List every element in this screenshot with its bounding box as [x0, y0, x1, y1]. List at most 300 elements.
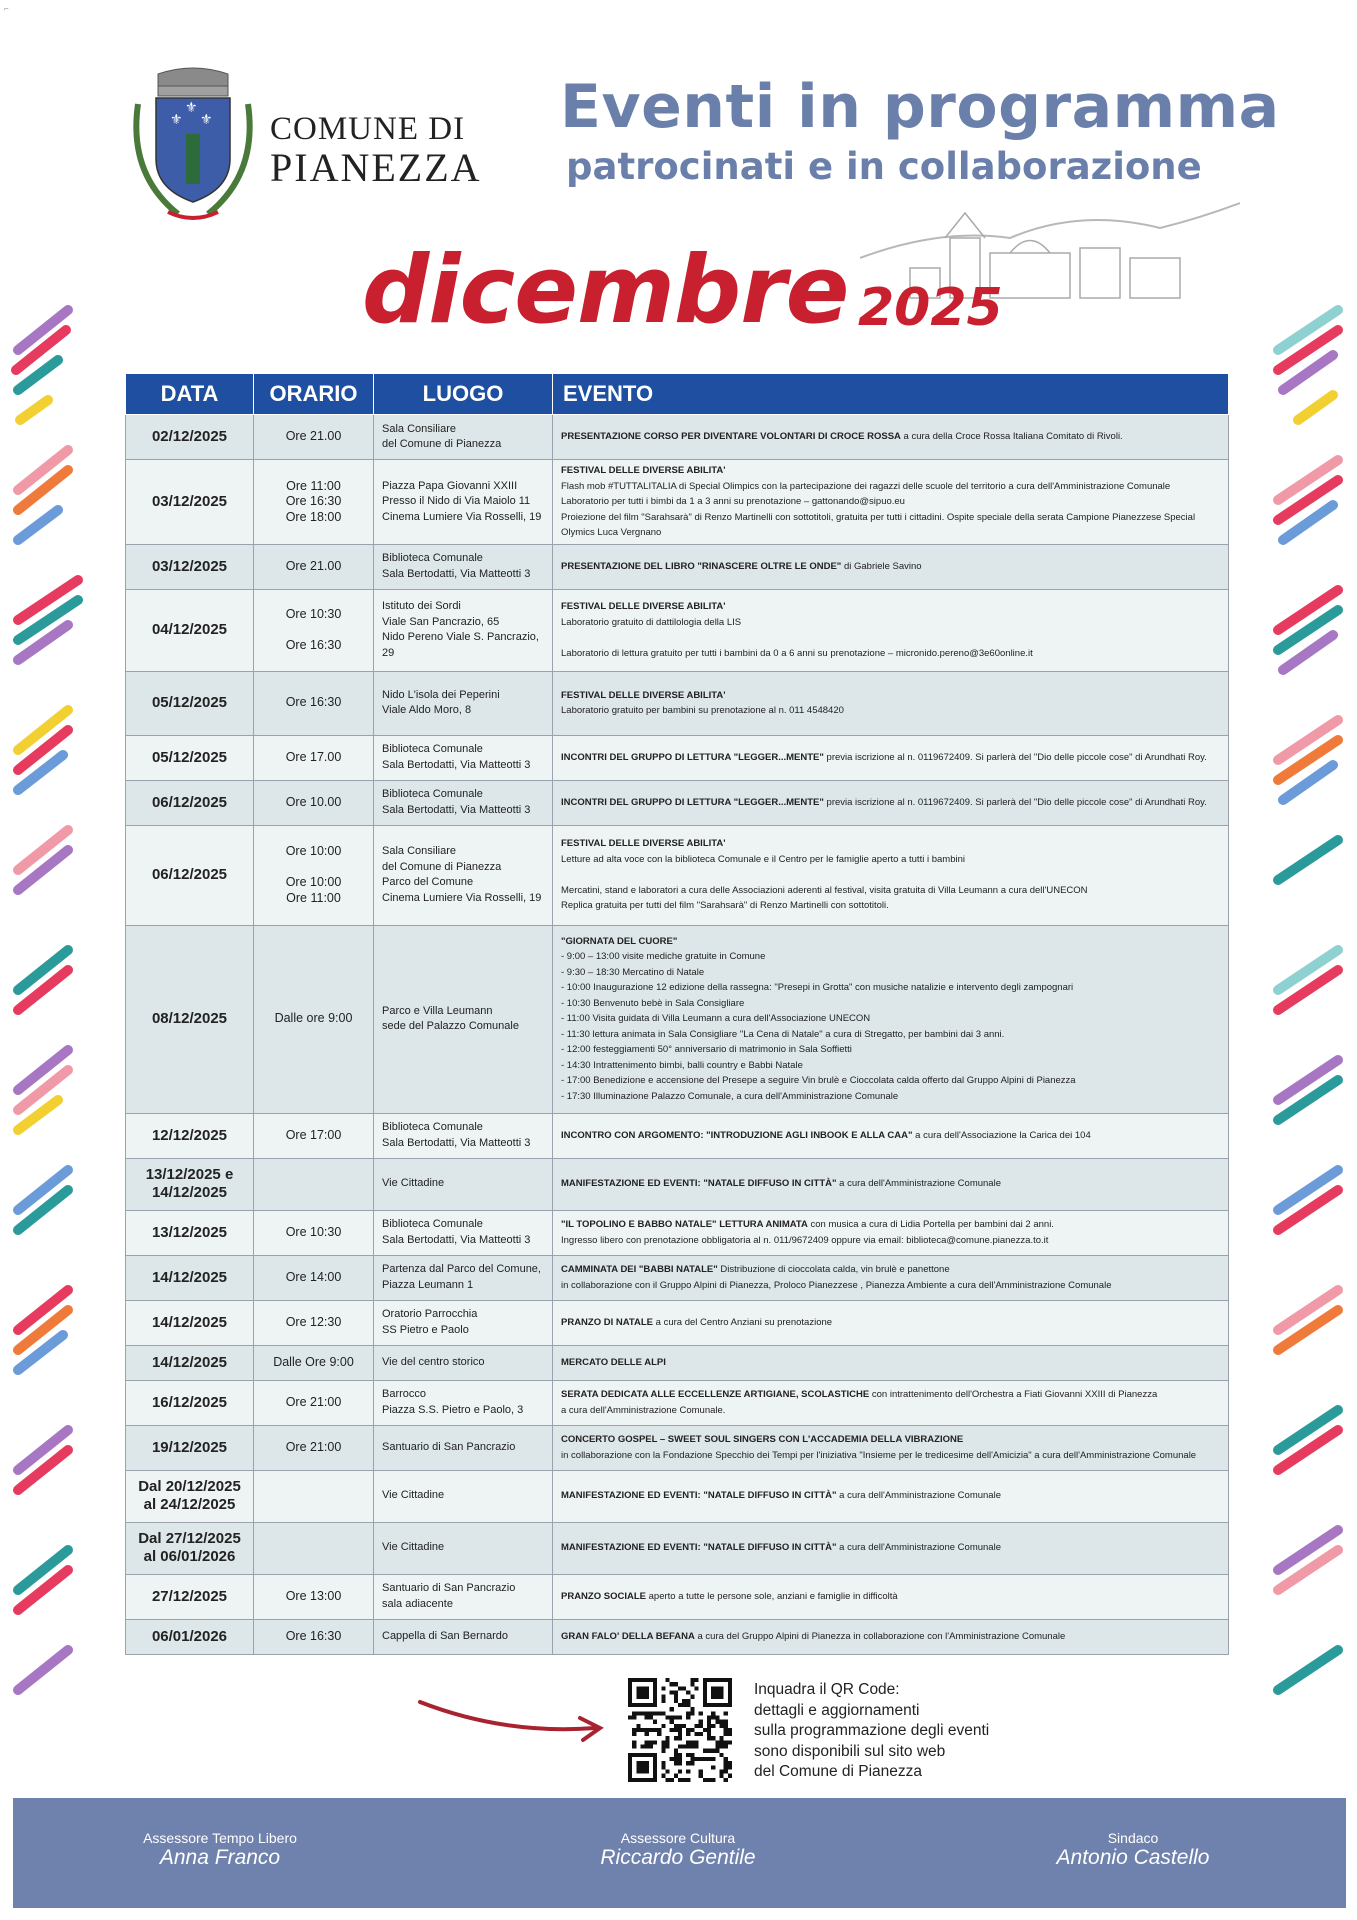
event-title: FESTIVAL DELLE DIVERSE ABILITA' — [561, 838, 726, 850]
date-line: 05/12/2025 — [151, 748, 228, 766]
event-text: a cura del Centro Anziani su prenotazione — [653, 1316, 833, 1328]
cell-data — [126, 1345, 254, 1380]
event-line — [561, 836, 1220, 852]
time-line: Ore 11:00 — [286, 478, 341, 493]
time-line: Ore 10:00 — [285, 844, 342, 858]
qr-line: Inquadra il QR Code: — [754, 1681, 900, 1698]
place-line: SS Pietro e Paolo — [382, 1323, 469, 1336]
event-line — [561, 559, 1220, 575]
event-text: Mercatini, stand e laboratori a cura delle Associazioni aderenti al festival, visita gratuita di Villa Leumann a cura dell'UNECON — [561, 884, 1088, 896]
event-title: CONCERTO GOSPEL – SWEET SOUL SINGERS CON L'ACCADEMIA DELLA VIBRAZIONE — [561, 1434, 964, 1445]
cell-luogo — [374, 735, 553, 780]
cell-luogo — [374, 460, 553, 545]
cell-orario — [254, 1210, 374, 1255]
month-title: dicembre — [362, 236, 849, 345]
event-text: previa iscrizione al n. 0119672409. Si parlerà del "Dio delle piccole cose" di Arundhati Roy. — [823, 751, 1207, 763]
place-line: Biblioteca Comunale — [382, 1121, 483, 1133]
date-line: 06/12/2025 — [151, 866, 228, 883]
date-line: Dal 27/12/2025 — [138, 1530, 241, 1547]
event-line — [561, 1403, 1220, 1419]
date-line: 05/12/2025 — [151, 694, 228, 711]
cell-orario — [254, 671, 374, 735]
event-line — [561, 1355, 1220, 1371]
qr-line: sulla programmazione degli eventi — [754, 1722, 990, 1739]
cell-evento — [553, 415, 1229, 460]
event-title: PRESENTAZIONE CORSO PER DIVENTARE VOLONTARI DI CROCE ROSSA — [561, 431, 901, 443]
signature-name: Antonio Castello — [1056, 1846, 1210, 1869]
place-line: Parco e Villa Leumann — [382, 1004, 493, 1017]
event-text: - 9:30 – 18:30 Mercatino di Natale — [561, 966, 705, 978]
cell-orario — [254, 1619, 374, 1654]
date-line: 27/12/2025 — [151, 1587, 228, 1605]
time-line: Ore 21:00 — [285, 1394, 342, 1409]
cell-data — [126, 1380, 254, 1425]
cell-luogo — [374, 1522, 553, 1574]
comune-name — [270, 112, 482, 189]
time-line: Dalle ore 9:00 — [274, 1011, 353, 1026]
place-line: sala adiacente — [382, 1597, 453, 1610]
time-line: Ore 18:00 — [285, 509, 342, 524]
event-text: - 10:00 Inaugurazione 12 edizione della rassegna: "Presepi in Grotta" con musiche natalizie e intervento degli zampognari — [561, 982, 1074, 994]
cell-orario — [254, 925, 374, 1113]
place-line: Sala Bertodatti, Via Matteotti 3 — [382, 1136, 531, 1149]
table-row — [126, 1210, 1229, 1255]
place-line: Sala Consiliare — [382, 422, 456, 435]
svg-text:⚜: ⚜ — [185, 99, 198, 115]
event-text: Proiezione del film "Sarahsarà" di Renzo Martinelli con sottotitoli, gratuita per tutti i cittadini. Ospite speciale della serata Campione Pianezzese Special Olymics Luca Vergnano — [561, 511, 1196, 538]
page-title: Eventi in programma — [560, 72, 1280, 142]
date-line: 14/12/2025 — [151, 1268, 228, 1286]
table-row — [126, 671, 1229, 735]
event-text: a cura dell'Amministrazione Comunale — [836, 1542, 1001, 1554]
cell-evento — [553, 1255, 1229, 1300]
cell-data — [126, 1210, 254, 1255]
event-text: in collaborazione con la Fondazione Specchio dei Tempi per l'iniziativa "Insieme per le tredicesime dell'Amicizia" a cura dell'Amministrazione Comunale — [561, 1449, 1197, 1461]
place-line: Cinema Lumiere Via Rosselli, 19 — [382, 510, 542, 523]
event-text: Flash mob #TUTTALITALIA di Special Olimpics con la partecipazione dei ragazzi delle scuole del territorio a cura dell'Amministrazione Comunale — [561, 480, 1171, 492]
event-title: MANIFESTAZIONE ED EVENTI: "NATALE DIFFUSO IN CITTÀ" — [561, 1542, 837, 1554]
event-line — [561, 703, 1220, 719]
time-line: Ore 17.00 — [285, 749, 342, 764]
cell-data — [126, 735, 254, 780]
place-line: Biblioteca Comunale — [382, 788, 483, 800]
table-row — [126, 825, 1229, 925]
cell-orario — [254, 460, 374, 545]
svg-text:⚜: ⚜ — [200, 111, 213, 127]
signature-role: Sindaco — [1107, 1830, 1159, 1846]
cell-evento — [553, 671, 1229, 735]
time-line: Ore 17:00 — [285, 1127, 342, 1142]
place-line: Barrocco — [382, 1388, 427, 1400]
crop-mark: ⌐ — [4, 4, 9, 13]
place-line: Vie del centro storico — [382, 1355, 485, 1368]
event-line — [561, 479, 1220, 495]
event-title: SERATA DEDICATA ALLE ECCELLENZE ARTIGIANE, SCOLASTICHE — [561, 1389, 870, 1400]
cell-data — [126, 1300, 254, 1345]
date-line: 16/12/2025 — [151, 1393, 228, 1411]
table-row — [126, 1425, 1229, 1470]
event-title: "IL TOPOLINO E BABBO NATALE" LETTURA ANIMATA — [561, 1219, 808, 1230]
cell-orario — [254, 589, 374, 671]
cell-data — [126, 460, 254, 545]
time-line: Dalle Ore 9:00 — [273, 1354, 354, 1369]
time-line: Ore 16:30 — [285, 695, 342, 710]
cell-evento — [553, 1380, 1229, 1425]
time-line — [262, 1540, 365, 1556]
event-text: a cura dell'Amministrazione Comunale — [836, 1490, 1001, 1502]
cell-evento — [553, 1210, 1229, 1255]
date-line: 13/12/2025 — [151, 1223, 228, 1241]
table-row — [126, 544, 1229, 589]
event-title: FESTIVAL DELLE DIVERSE ABILITA' — [561, 689, 726, 701]
cell-luogo — [374, 1210, 553, 1255]
event-line — [561, 599, 1220, 615]
event-title: CAMMINATA DEI "BABBI NATALE" — [561, 1264, 718, 1275]
date-line: 06/01/2026 — [151, 1627, 228, 1645]
qr-code[interactable] — [628, 1678, 732, 1782]
event-text: a cura dell'Amministrazione Comunale. — [561, 1404, 726, 1416]
event-title: FESTIVAL DELLE DIVERSE ABILITA' — [561, 465, 726, 476]
table-row — [126, 589, 1229, 671]
cell-orario — [254, 1158, 374, 1210]
event-title: "GIORNATA DEL CUORE" — [561, 935, 678, 947]
time-line: Ore 21:00 — [285, 1439, 342, 1454]
event-line — [561, 1387, 1220, 1403]
place-line: del Comune di Pianezza — [382, 438, 502, 450]
decorative-stripes-right — [1258, 290, 1348, 1720]
event-title: INCONTRO CON ARGOMENTO: "INTRODUZIONE AGLI INBOOK E ALLA CAA" — [561, 1129, 913, 1141]
cell-orario — [254, 1522, 374, 1574]
signature-sindaco — [983, 1830, 1283, 1870]
place-line: Vie Cittadine — [382, 1541, 445, 1554]
page-subtitle: patrocinati e in collaborazione — [566, 145, 1202, 188]
signature-role: Assessore Tempo Libero — [143, 1830, 297, 1846]
event-line — [561, 1176, 1220, 1192]
cell-data — [126, 1619, 254, 1654]
place-line: Biblioteca Comunale — [382, 552, 483, 564]
place-line: Viale San Pancrazio, 65 — [382, 615, 500, 628]
time-line: Ore 10:30 — [285, 606, 342, 621]
event-line — [561, 1011, 1220, 1027]
event-text: Ingresso libero con prenotazione obbligatoria al n. 011/9672409 oppure via email: biblioteca@comune.pianezza.to.it — [561, 1234, 1049, 1246]
event-text: aperto a tutte le persone sole, anziani e famiglie in difficoltà — [645, 1590, 898, 1602]
event-line — [561, 1278, 1220, 1294]
event-title: FESTIVAL DELLE DIVERSE ABILITA' — [561, 601, 726, 612]
event-title: INCONTRI DEL GRUPPO DI LETTURA "LEGGER...MENTE" — [561, 796, 824, 808]
place-line: Sala Bertodatti, Via Matteotti 3 — [382, 1233, 531, 1246]
event-text: Distribuzione di cioccolata calda, vin brulè e panettone — [717, 1264, 950, 1275]
place-line: Biblioteca Comunale — [382, 743, 483, 755]
cell-luogo — [374, 671, 553, 735]
place-line: Sala Bertodatti, Via Matteotti 3 — [382, 758, 531, 771]
event-line — [561, 1089, 1220, 1105]
event-text: Laboratorio di lettura gratuito per tutti i bambini da 0 a 6 anni su prenotazione – micronido.pereno@3e60online.it — [561, 647, 1033, 659]
event-text: con musica a cura di Lidia Portella per bambini dai 2 anni. — [807, 1219, 1054, 1230]
event-line — [561, 1589, 1220, 1605]
event-title: MANIFESTAZIONE ED EVENTI: "NATALE DIFFUSO IN CITTÀ" — [561, 1490, 837, 1502]
event-line — [561, 852, 1220, 868]
cell-evento — [553, 1619, 1229, 1654]
cell-luogo — [374, 1255, 553, 1300]
table-row — [126, 925, 1229, 1113]
event-text: - 17:00 Benedizione e accensione del Presepe a seguire Vin brulè e Cioccolata calda offerto dal Gruppo Alpini di Pianezza — [561, 1075, 1076, 1087]
cell-evento — [553, 589, 1229, 671]
date-line: 12/12/2025 — [151, 1126, 228, 1144]
signature-name: Anna Franco — [159, 1846, 281, 1869]
table-row — [126, 1574, 1229, 1619]
cell-data — [126, 1425, 254, 1470]
place-line: Santuario di San Pancrazio — [382, 1440, 516, 1453]
event-text: Laboratorio gratuito di dattilologia della LIS — [561, 616, 742, 628]
signature-tempo-libero — [70, 1830, 370, 1870]
place-line: Santuario di San Pancrazio — [382, 1582, 516, 1594]
qr-instructions — [754, 1680, 989, 1783]
table-header-row — [126, 374, 1229, 415]
event-line — [561, 510, 1220, 541]
table-row — [126, 735, 1229, 780]
column-header-orario: ORARIO — [254, 374, 374, 415]
cell-data — [126, 1522, 254, 1574]
event-title: INCONTRI DEL GRUPPO DI LETTURA "LEGGER...MENTE" — [561, 751, 824, 763]
date-line: 13/12/2025 e — [145, 1166, 234, 1183]
event-title: PRANZO DI NATALE — [561, 1316, 654, 1328]
time-line: Ore 21.00 — [285, 558, 342, 573]
date-line: 06/12/2025 — [151, 793, 228, 811]
place-line: Cappella di San Bernardo — [382, 1629, 508, 1642]
cell-luogo — [374, 1113, 553, 1158]
date-line: al 06/01/2026 — [143, 1548, 236, 1565]
event-line — [561, 1448, 1220, 1464]
date-line: 14/12/2025 — [151, 1313, 228, 1331]
place-line: Sala Consiliare — [382, 845, 456, 857]
table-row — [126, 1158, 1229, 1210]
decorative-stripes-left — [8, 290, 98, 1720]
svg-text:⚜: ⚜ — [170, 111, 183, 127]
time-line: Ore 10.00 — [285, 794, 342, 809]
place-line: Nido L'isola dei Peperini — [382, 688, 500, 701]
column-header-evento: EVENTO — [553, 374, 1229, 415]
event-line — [561, 1262, 1220, 1278]
place-line: Oratorio Parrocchia — [382, 1308, 478, 1320]
event-text: - 12:00 festeggiamenti 50° anniversario di matrimonio in Sala Soffietti — [561, 1044, 852, 1056]
date-line: 08/12/2025 — [151, 1010, 228, 1027]
date-line: 14/12/2025 — [151, 1353, 228, 1371]
signature-name: Riccardo Gentile — [600, 1846, 756, 1869]
cell-luogo — [374, 415, 553, 460]
event-text: - 14:30 Intrattenimento bimbi, balli country e Babbi Natale — [561, 1059, 803, 1071]
date-line: 19/12/2025 — [151, 1438, 228, 1456]
time-line: Ore 10:30 — [285, 1224, 342, 1239]
event-text: a cura del Gruppo Alpini di Pianezza in collaborazione con l'Amministrazione Comunale — [694, 1630, 1066, 1642]
cell-luogo — [374, 589, 553, 671]
table-row — [126, 460, 1229, 545]
year-title: 2025 — [858, 278, 1003, 338]
place-line: Piazza S.S. Pietro e Paolo, 3 — [382, 1403, 524, 1416]
cell-orario — [254, 1425, 374, 1470]
cell-data — [126, 1255, 254, 1300]
event-line — [561, 883, 1220, 899]
time-line — [262, 1176, 365, 1192]
event-line — [561, 1128, 1220, 1144]
comune-line1: COMUNE DI — [270, 111, 466, 147]
event-title: GRAN FALO' DELLA BEFANA — [561, 1630, 695, 1642]
time-line: Ore 11:00 — [286, 890, 341, 905]
table-row — [126, 1522, 1229, 1574]
cell-orario — [254, 1300, 374, 1345]
comune-line2: PIANEZZA — [270, 144, 482, 190]
cell-data — [126, 780, 254, 825]
cell-evento — [553, 780, 1229, 825]
event-line — [561, 1042, 1220, 1058]
cell-orario — [254, 415, 374, 460]
cell-evento — [553, 1158, 1229, 1210]
cell-luogo — [374, 780, 553, 825]
cell-orario — [254, 735, 374, 780]
event-title: MANIFESTAZIONE ED EVENTI: "NATALE DIFFUSO IN CITTÀ" — [561, 1178, 837, 1190]
place-line: Partenza dal Parco del Comune, — [382, 1263, 541, 1275]
page-header — [0, 0, 1357, 370]
cell-luogo — [374, 1470, 553, 1522]
cell-orario — [254, 544, 374, 589]
place-line: del Comune di Pianezza — [382, 860, 502, 873]
cell-orario — [254, 825, 374, 925]
time-line: Ore 14:00 — [285, 1269, 342, 1284]
cell-evento — [553, 460, 1229, 545]
cell-evento — [553, 544, 1229, 589]
place-line: Cinema Lumiere Via Rosselli, 19 — [382, 891, 542, 904]
event-line — [561, 646, 1220, 662]
qr-line: dettagli e aggiornamenti — [754, 1701, 920, 1719]
cell-evento — [553, 1345, 1229, 1380]
event-text: in collaborazione con il Gruppo Alpini di Pianezza, Proloco Pianezzese , Pianezza Ambiente a cura dell'Amministrazione Comunale — [561, 1279, 1112, 1291]
time-line — [262, 622, 365, 638]
event-title: MERCATO DELLE ALPI — [561, 1356, 666, 1368]
cell-luogo — [374, 1345, 553, 1380]
place-line: Parco del Comune — [382, 876, 474, 888]
event-line — [561, 980, 1220, 996]
table-row — [126, 1380, 1229, 1425]
cell-data — [126, 925, 254, 1113]
time-line: Ore 16:30 — [285, 637, 342, 652]
cell-data — [126, 1470, 254, 1522]
event-text: a cura della Croce Rossa Italiana Comitato di Rivoli. — [900, 431, 1123, 443]
date-line: al 24/12/2025 — [143, 1496, 236, 1513]
date-line: 04/12/2025 — [151, 621, 228, 638]
event-line — [561, 1073, 1220, 1089]
event-line — [561, 1432, 1220, 1448]
event-line — [561, 795, 1220, 811]
event-line — [561, 494, 1220, 510]
event-line — [561, 630, 1220, 646]
event-text: con intrattenimento dell'Orchestra a Fiati Giovanni XXIII di Pianezza — [869, 1389, 1158, 1400]
event-line — [561, 934, 1220, 950]
date-line: 14/12/2025 — [151, 1184, 228, 1201]
event-line — [561, 1488, 1220, 1504]
cell-luogo — [374, 544, 553, 589]
column-header-luogo: LUOGO — [374, 374, 553, 415]
date-line: 03/12/2025 — [151, 557, 228, 575]
time-line: Ore 16:30 — [285, 1628, 342, 1643]
cell-evento — [553, 1425, 1229, 1470]
place-line: Sala Bertodatti, Via Matteotti 3 — [382, 567, 531, 580]
event-line — [561, 1315, 1220, 1331]
event-line — [561, 615, 1220, 631]
event-line — [561, 996, 1220, 1012]
event-text: - 10:30 Benvenuto bebè in Sala Consigliare — [561, 997, 745, 1009]
cell-evento — [553, 825, 1229, 925]
event-line — [561, 898, 1220, 914]
cell-data — [126, 415, 254, 460]
cell-orario — [254, 1345, 374, 1380]
cell-luogo — [374, 1425, 553, 1470]
cell-orario — [254, 1470, 374, 1522]
time-line: Ore 16:30 — [285, 494, 342, 508]
cell-data — [126, 1158, 254, 1210]
table-row — [126, 1300, 1229, 1345]
event-line — [561, 750, 1220, 766]
table-row — [126, 415, 1229, 460]
qr-line: sono disponibili sul sito web — [754, 1742, 946, 1760]
event-text: - 9:00 – 13:00 visite mediche gratuite in Comune — [561, 951, 766, 963]
crest-logo — [128, 64, 258, 224]
cell-evento — [553, 1300, 1229, 1345]
place-line: sede del Palazzo Comunale — [382, 1020, 519, 1032]
table-body — [126, 415, 1229, 1655]
place-line: Vie Cittadine — [382, 1177, 445, 1190]
event-text: a cura dell'Amministrazione Comunale — [836, 1178, 1001, 1190]
cell-luogo — [374, 1619, 553, 1654]
table-row — [126, 780, 1229, 825]
date-line: 02/12/2025 — [151, 428, 228, 445]
cell-evento — [553, 1113, 1229, 1158]
event-line — [561, 1629, 1220, 1645]
event-line — [561, 1058, 1220, 1074]
event-text: Laboratorio per tutti i bimbi da 1 a 3 anni su prenotazione – gattonando@sipuo.eu — [561, 496, 905, 507]
event-line — [561, 1233, 1220, 1249]
time-line: Ore 21.00 — [285, 429, 342, 444]
time-line: Ore 13:00 — [285, 1588, 342, 1603]
place-line: Piazza Papa Giovanni XXIII — [382, 479, 518, 492]
event-text: a cura dell'Associazione la Carica dei 104 — [912, 1129, 1091, 1141]
cell-data — [126, 671, 254, 735]
event-text: - 11:00 Visita guidata di Villa Leumann a cura dell'Associazione UNECON — [561, 1013, 871, 1025]
cell-data — [126, 544, 254, 589]
cell-evento — [553, 1522, 1229, 1574]
event-line — [561, 1217, 1220, 1233]
column-header-data: DATA — [126, 374, 254, 415]
cell-data — [126, 825, 254, 925]
event-title: PRANZO SOCIALE — [561, 1590, 646, 1602]
time-line — [262, 1488, 365, 1504]
event-text: Replica gratuita per tutti del film "Sarahsarà" di Renzo Martinelli con sottotitoli. — [561, 900, 889, 912]
time-line: Ore 12:30 — [285, 1314, 342, 1329]
cell-luogo — [374, 1380, 553, 1425]
cell-orario — [254, 1113, 374, 1158]
place-line: Istituto dei Sordi — [382, 600, 461, 612]
signature-role: Assessore Cultura — [620, 1830, 736, 1846]
qr-line: del Comune di Pianezza — [754, 1763, 923, 1780]
event-text: Letture ad alta voce con la biblioteca Comunale e il Centro per le famiglie aperto a tutti i bambini — [561, 853, 965, 865]
table-row — [126, 1255, 1229, 1300]
table-row — [126, 1470, 1229, 1522]
event-line — [561, 688, 1220, 704]
time-line — [262, 860, 365, 876]
event-line — [561, 1027, 1220, 1043]
date-line: Dal 20/12/2025 — [138, 1478, 241, 1495]
place-line: Biblioteca Comunale — [382, 1218, 483, 1230]
cell-data — [126, 1113, 254, 1158]
event-title: PRESENTAZIONE DEL LIBRO "RINASCERE OLTRE LE ONDE" — [561, 560, 842, 572]
